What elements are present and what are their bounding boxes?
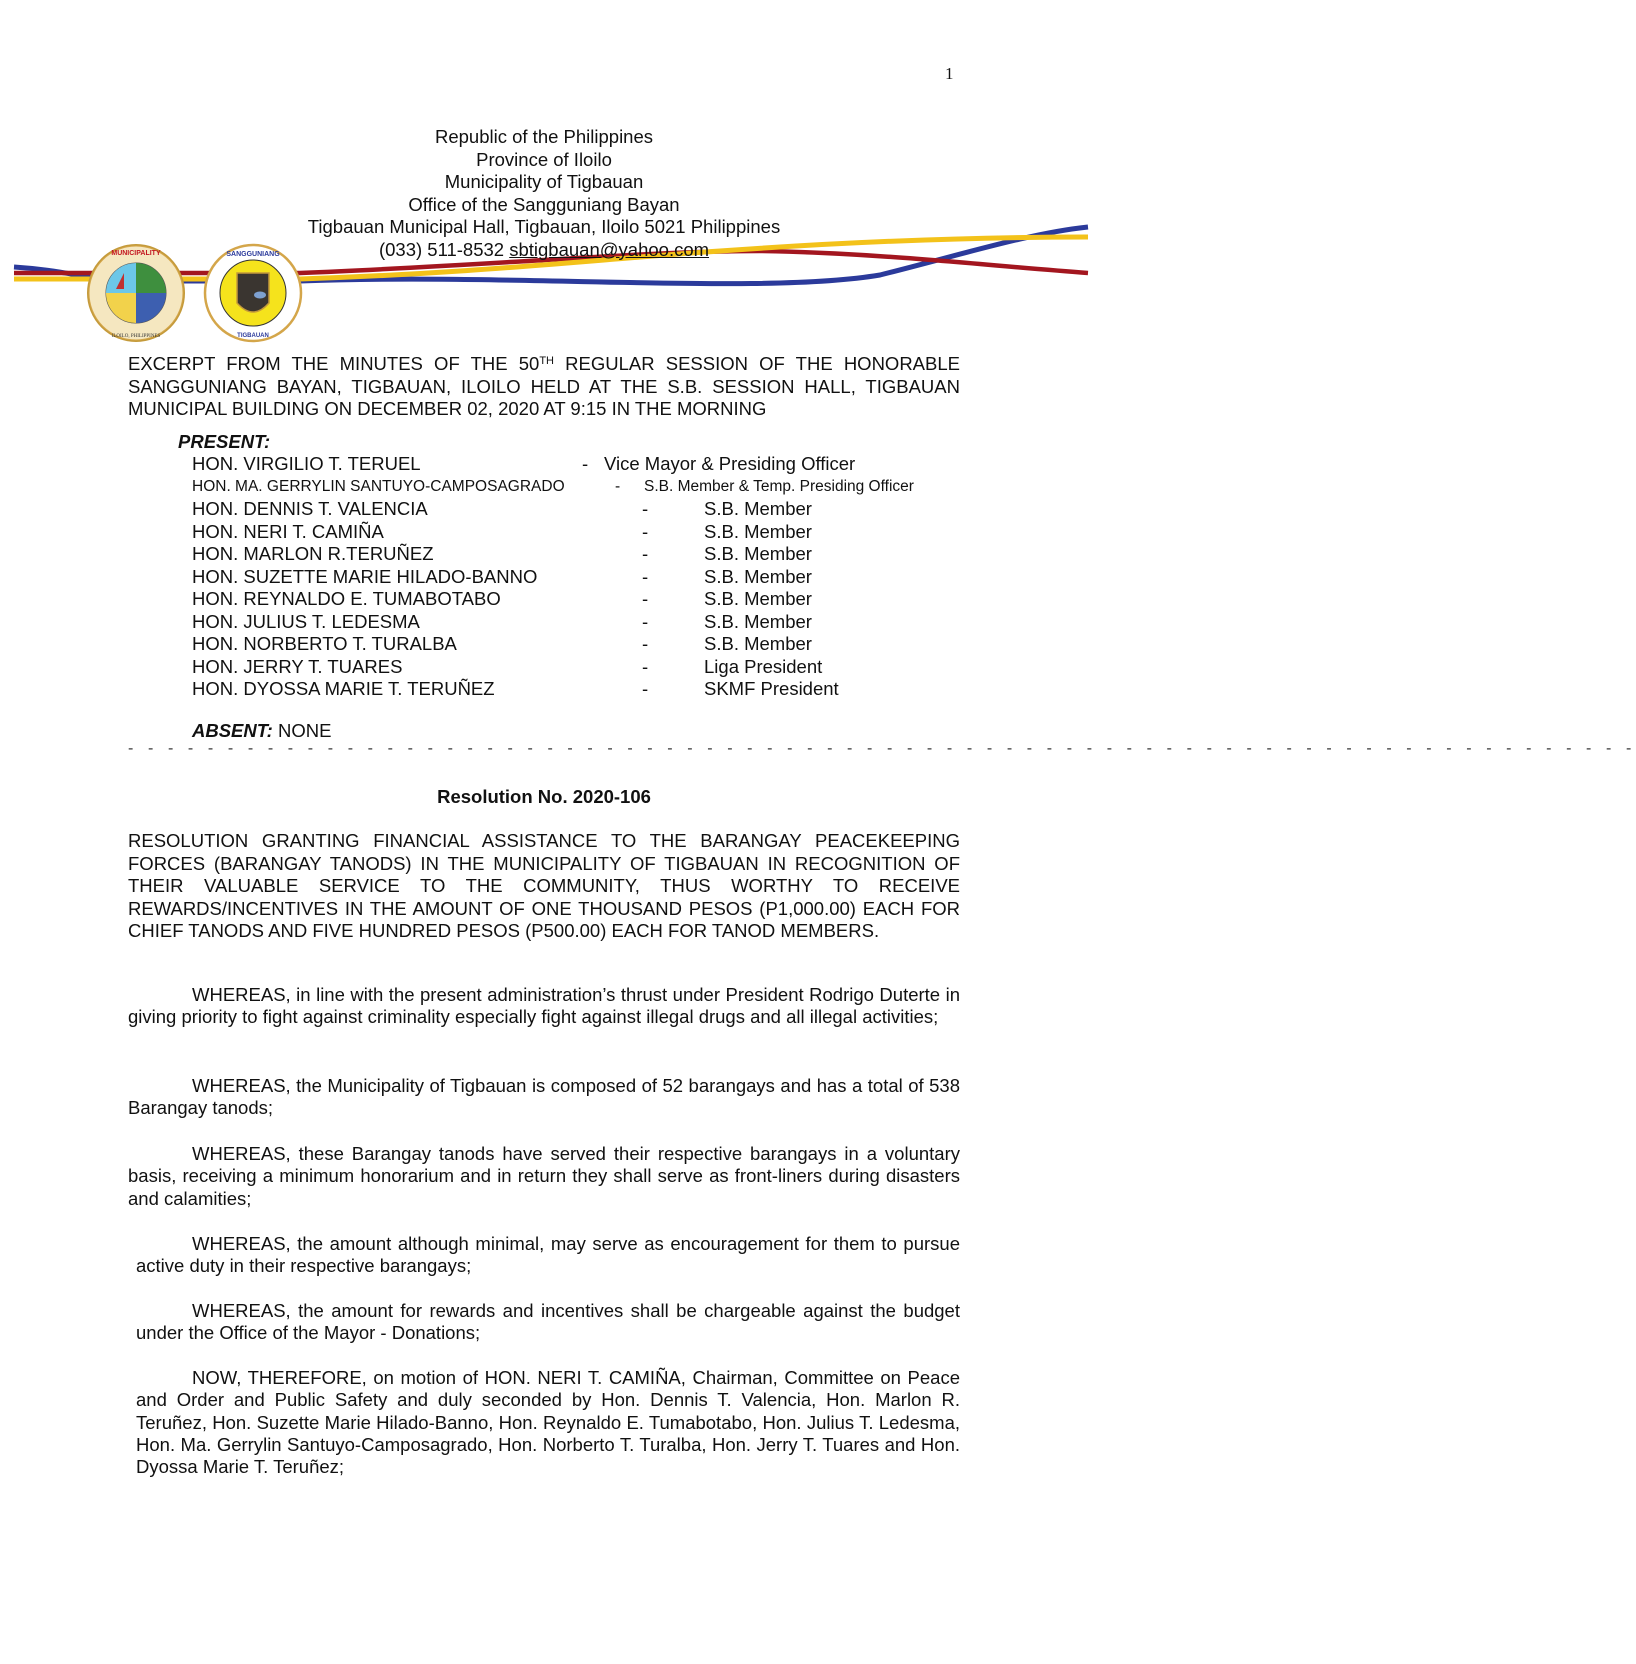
attendee-row	[192, 566, 992, 589]
svg-text:MUNICIPALITY: MUNICIPALITY	[111, 250, 161, 257]
attendee-role: Liga President	[704, 655, 823, 677]
attendee-name: HON. NERI T. CAMIÑA	[192, 520, 384, 542]
attendee-row	[192, 633, 992, 656]
attendee-role: SKMF President	[704, 678, 839, 699]
attendee-name: HON. VIRGILIO T. TERUEL	[192, 453, 421, 474]
separator: -	[642, 565, 649, 587]
absent-value: NONE	[272, 720, 332, 741]
attendee-row	[192, 498, 992, 521]
letterhead-line: Republic of the Philippines	[434, 126, 654, 147]
attendee-name: HON. NORBERTO T. TURALBA	[192, 633, 457, 654]
attendee-row	[192, 588, 992, 611]
separator: -	[642, 543, 649, 564]
attendee-row	[192, 453, 992, 476]
attendee-role: S.B. Member	[704, 498, 812, 519]
whereas-paragraph: WHEREAS, in line with the present administration’s thrust under President Rodrigo Duterte in giving priority to fight against criminality especially fight against illegal drugs and all illegal activities;	[128, 984, 960, 1028]
dashed-divider: - - - - - - - - - - - - - - - - - - - - - - - - - - - - - - - - - - - - - - - - - - - - - - - - - - - - - - - - - - - - - - - - - - - - - - - - - - - -	[128, 740, 1636, 757]
absent-label: ABSENT:	[192, 720, 273, 741]
letterhead-line: Office of the Sangguniang Bayan	[408, 193, 680, 215]
attendee-row	[192, 678, 992, 701]
separator: -	[582, 453, 589, 474]
attendee-role: S.B. Member	[704, 543, 812, 564]
separator: -	[615, 477, 621, 495]
attendee-row	[192, 521, 992, 544]
whereas-paragraph: WHEREAS, the Municipality of Tigbauan is composed of 52 barangays and has a total of 538 Barangay tanods;	[128, 1075, 960, 1119]
separator: -	[642, 588, 649, 609]
resolution-title: RESOLUTION GRANTING FINANCIAL ASSISTANCE TO THE BARANGAY PEACEKEEPING FORCES (BARANGAY TANODS) IN THE MUNICIPALITY OF TIGBAUAN IN RECOGNITION OF THEIR VALUABLE SERVICE TO THE COMMUNITY, THUS WORTHY TO RECEIVE REWARDS/INCENTIVES IN THE AMOUNT OF ONE THOUSAND PESOS (P1,000.00) EACH FOR CHIEF TANODS AND FIVE HUNDRED PESOS (P500.00) EACH FOR TANOD MEMBERS.	[128, 830, 960, 942]
email-link[interactable]: sbtigbauan@yahoo.com	[509, 238, 710, 260]
attendee-name: HON. DENNIS T. VALENCIA	[192, 498, 428, 519]
separator: -	[642, 678, 649, 699]
excerpt-text: REGULAR SESSION OF THE HONORABLE SANGGUNIANG BAYAN, TIGBAUAN, ILOILO HELD AT THE S.B. SESSION HALL, TIGBAUAN MUNICIPAL BUILDING ON DECEMBER 02, 2020 AT 9:15 IN THE MORNING	[128, 353, 960, 419]
attendee-role: S.B. Member & Temp. Presiding Officer	[644, 477, 914, 495]
attendee-list	[192, 453, 992, 701]
whereas-paragraph: WHEREAS, the amount for rewards and incentives shall be chargeable against the budget under the Office of the Mayor - Donations;	[136, 1300, 960, 1344]
attendee-row	[192, 476, 992, 499]
attendee-row	[192, 543, 992, 566]
attendee-row	[192, 656, 992, 679]
phone-number: (033) 511-8532	[378, 238, 505, 260]
attendee-role: S.B. Member	[704, 588, 812, 609]
separator: -	[642, 520, 649, 542]
attendee-name: HON. REYNALDO E. TUMABOTABO	[192, 588, 501, 609]
attendee-role: S.B. Member	[704, 520, 812, 542]
attendee-name: HON. DYOSSA MARIE T. TERUÑEZ	[192, 678, 495, 699]
attendee-role: S.B. Member	[704, 633, 812, 654]
now-therefore-paragraph: NOW, THEREFORE, on motion of HON. NERI T. CAMIÑA, Chairman, Committee on Peace and Order and Public Safety and duly seconded by Hon. Dennis T. Valencia, Hon. Marlon R. Teruñez, Hon. Suzette Marie Hilado-Banno, Hon. Reynaldo E. Tumabotabo, Hon. Julius T. Ledesma, Hon. Ma. Gerrylin Santuyo-Camposagrado, Hon. Norberto T. Turalba, Hon. Jerry T. Tuares and Hon. Dyossa Marie T. Teruñez;	[136, 1367, 960, 1478]
page-number: 1	[945, 64, 954, 83]
excerpt-heading	[128, 353, 960, 421]
attendee-name: HON. JERRY T. TUARES	[192, 655, 403, 677]
whereas-paragraph: WHEREAS, the amount although minimal, may serve as encouragement for them to pursue active duty in their respective barangays;	[136, 1233, 960, 1277]
attendee-role: S.B. Member	[704, 565, 812, 587]
letterhead	[0, 126, 1088, 261]
separator: -	[642, 610, 649, 632]
svg-text:SANGGUNIANG: SANGGUNIANG	[226, 251, 280, 258]
svg-text:TIGBAUAN: TIGBAUAN	[237, 333, 269, 339]
absent-line	[192, 720, 331, 742]
separator: -	[642, 655, 649, 677]
excerpt-text: EXCERPT FROM THE MINUTES OF THE 50	[128, 353, 540, 374]
attendee-name: HON. MA. GERRYLIN SANTUYO-CAMPOSAGRADO	[192, 477, 565, 495]
attendee-row	[192, 611, 992, 634]
contact-line	[0, 239, 1088, 262]
ordinal-suffix: TH	[539, 355, 554, 367]
attendee-name: HON. SUZETTE MARIE HILADO-BANNO	[192, 565, 538, 587]
letterhead-line: Province of Iloilo	[476, 148, 612, 170]
svg-text:ILOILO, PHILIPPINES: ILOILO, PHILIPPINES	[111, 334, 161, 339]
present-label: PRESENT:	[178, 431, 271, 452]
attendee-name: HON. MARLON R.TERUÑEZ	[192, 543, 434, 564]
attendee-name: HON. JULIUS T. LEDESMA	[192, 610, 420, 632]
attendee-role: S.B. Member	[704, 610, 812, 632]
letterhead-line: Municipality of Tigbauan	[444, 171, 644, 192]
whereas-paragraph: WHEREAS, these Barangay tanods have served their respective barangays in a voluntary basis, receiving a minimum honorarium and in return they shall serve as front-liners during disasters and calamities;	[128, 1143, 960, 1209]
resolution-number: Resolution No. 2020-106	[437, 786, 651, 807]
separator: -	[642, 633, 649, 654]
separator: -	[642, 498, 649, 519]
attendee-role: Vice Mayor & Presiding Officer	[604, 453, 856, 474]
letterhead-line: Tigbauan Municipal Hall, Tigbauan, Iloilo 5021 Philippines	[307, 216, 781, 237]
